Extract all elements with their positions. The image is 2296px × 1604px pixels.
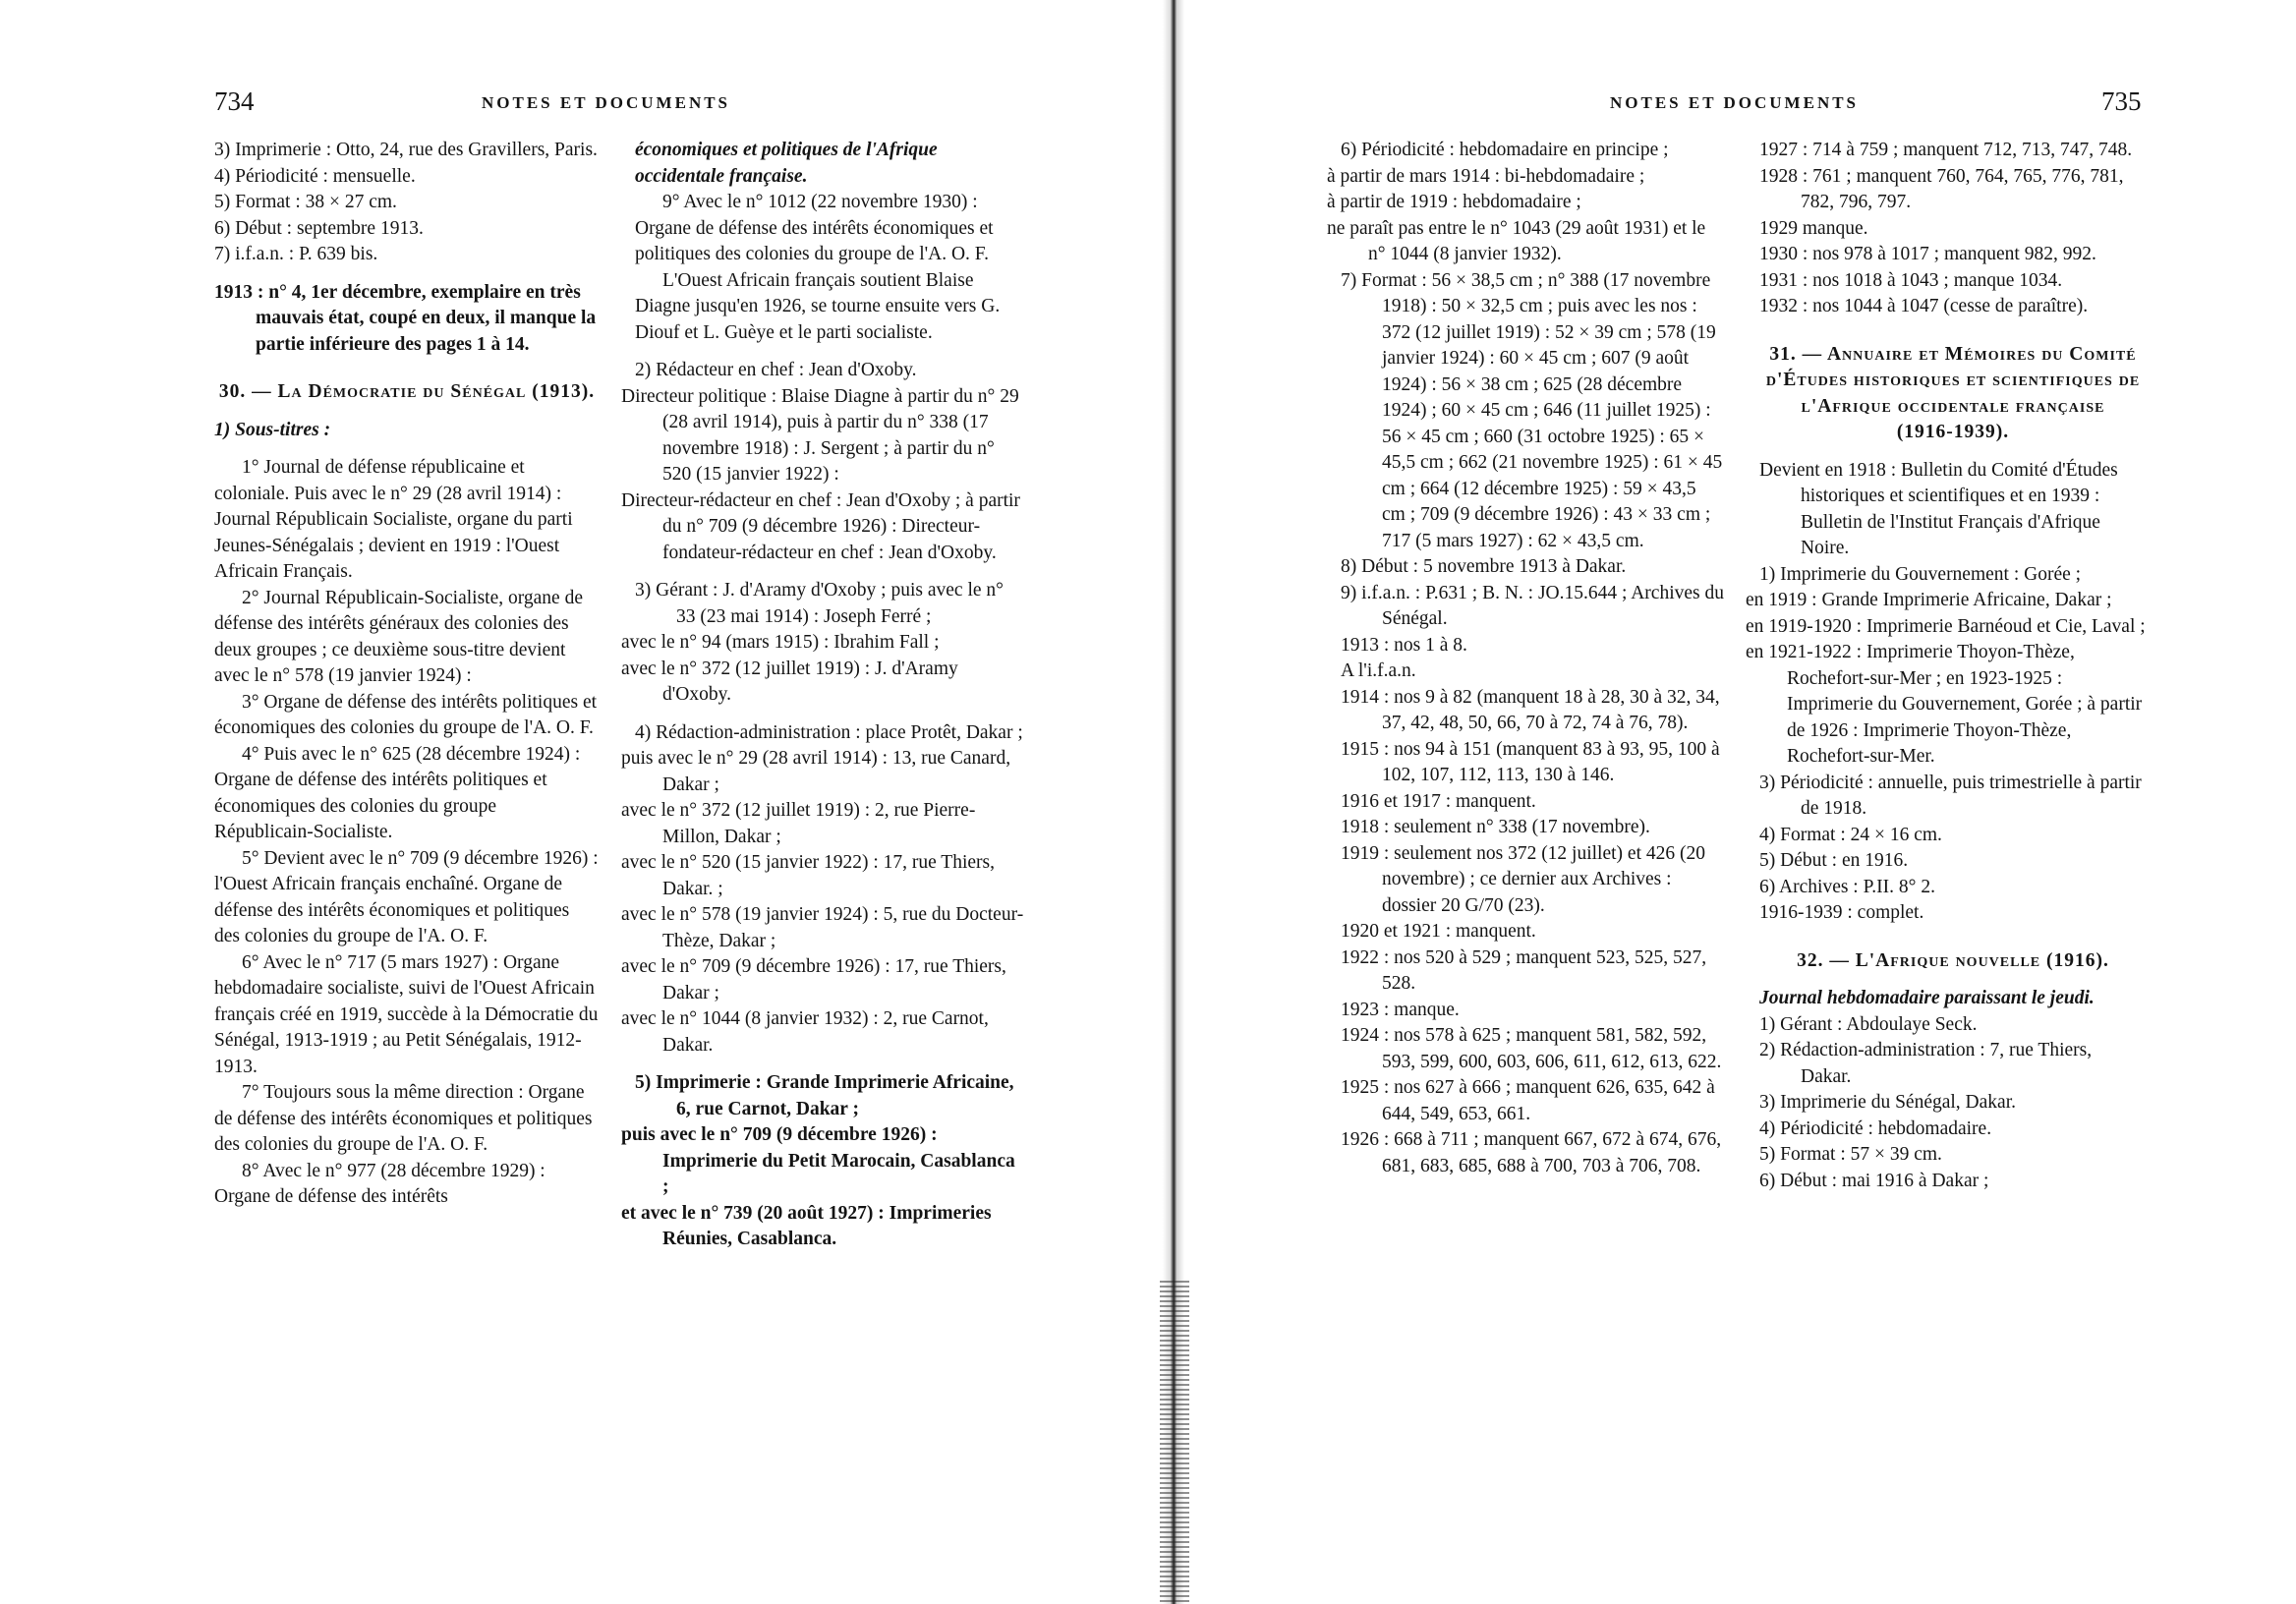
holdings-1925: 1925 : nos 627 à 666 ; manquent 626, 635, 642 à 644, 549, 653, 661.	[1341, 1077, 1715, 1124]
holdings-1920-1921: 1920 et 1921 : manquent.	[1341, 921, 1536, 942]
entry-imprimerie: 3) Imprimerie : Otto, 24, rue des Gravillers, Paris.	[214, 140, 598, 160]
holdings-1915: 1915 : nos 94 à 151 (manquent 83 à 93, 95, 100 à 102, 107, 112, 113, 130 à 146.	[1341, 738, 1720, 785]
entry-ifan: 7) i.f.a.n. : P. 639 bis.	[214, 244, 378, 264]
holdings-1926: 1926 : 668 à 711 ; manquent 667, 672 à 674, 676, 681, 683, 685, 688 à 700, 703 à 706, 708.	[1341, 1129, 1722, 1176]
left-column-1	[214, 138, 600, 1211]
entry-periodicite: 4) Périodicité : mensuelle.	[214, 165, 416, 187]
entry-ifan-9: 9) i.f.a.n. : P.631 ; B. N. : JO.15.644 ; Archives du Sénégal.	[1341, 582, 1724, 629]
entry-directeur-redacteur: Directeur-rédacteur en chef : Jean d'Oxoby ; à partir du n° 709 (9 décembre 1926) : Directeur-fondateur-rédacteur en chef : Jean d'Oxoby.	[621, 489, 1020, 563]
entry-directeur-politique: Directeur politique : Blaise Diagne à partir du n° 29 (28 avril 1914), puis à partir du n° 338 (17 novembre 1918) : J. Sergent ; à partir du n° 520 (15 janvier 1922) :	[621, 385, 1019, 485]
entry-periodicite-31: 3) Périodicité : annuelle, puis trimestrielle à partir de 1918.	[1759, 772, 2142, 819]
right-page	[1179, 0, 2296, 1604]
entry-format-31: 4) Format : 24 × 16 cm.	[1759, 824, 1942, 845]
holdings-1913-right: 1913 : nos 1 à 8.	[1341, 634, 1467, 656]
editorial-note: L'Ouest Africain français soutient Blaise Diagne jusqu'en 1926, se tourne ensuite vers G. Diouf et L. Guèye et le parti socialiste.	[635, 269, 1001, 343]
entry-redaction-1932: avec le n° 1044 (8 janvier 1932) : 2, rue Carnot, Dakar.	[621, 1008, 989, 1056]
subtitle-2: 2° Journal Républicain-Socialiste, organe de défense des intérêts généraux des colonies des deux groupes ; ce deuxième sous-titre devient avec le n° 578 (19 janvier 1924) :	[214, 587, 583, 686]
entry-redaction-1919: avec le n° 372 (12 juillet 1919) : 2, rue Pierre-Millon, Dakar ;	[621, 800, 976, 847]
holdings-1922: 1922 : nos 520 à 529 ; manquent 523, 525, 527, 528.	[1341, 946, 1707, 994]
entry-imprimerie-31-1919: en 1919 : Grande Imprimerie Africaine, Dakar ;	[1746, 590, 2112, 610]
entry-format: 5) Format : 38 × 27 cm.	[214, 192, 397, 212]
right-column-2	[1746, 138, 2147, 1194]
entry-gerant-1919: avec le n° 372 (12 juillet 1919) : J. d'Aramy d'Oxoby.	[621, 658, 958, 705]
entry-imprimerie-5: 5) Imprimerie : Grande Imprimerie Africaine, 6, rue Carnot, Dakar ;	[635, 1072, 1014, 1119]
page-number-right: 735	[2101, 86, 2142, 116]
holdings-1916-1917: 1916 et 1917 : manquent.	[1341, 790, 1536, 812]
section-heading-32: 32. — L'Afrique nouvelle (1916).	[1797, 949, 2109, 971]
subtitle-1: 1° Journal de défense républicaine et coloniale. Puis avec le n° 29 (28 avril 1914) : Journal Républicain Socialiste, organe du parti Jeunes-Sénégalais ; devient en 1919 : l'Ouest Africain Français.	[214, 457, 573, 582]
entry-imprimerie-1927: et avec le n° 739 (20 août 1927) : Imprimeries Réunies, Casablanca.	[621, 1202, 992, 1249]
entry-redaction-32: 2) Rédaction-administration : 7, rue Thiers, Dakar.	[1759, 1040, 2093, 1087]
subtitle-7: 7° Toujours sous la même direction : Organe de défense des intérêts économiques et politiques des colonies du groupe de l'A. O. F.	[214, 1082, 593, 1155]
entry-debut: 6) Début : septembre 1913.	[214, 217, 424, 239]
subtitle-8-cont: économiques et politiques de l'Afrique occidentale française.	[635, 140, 938, 187]
entry-periodicite-32: 4) Périodicité : hebdomadaire.	[1759, 1117, 1992, 1139]
holdings-1913: 1913 : n° 4, 1er décembre, exemplaire en très mauvais état, coupé en deux, il manque la partie inférieure des pages 1 à 14.	[214, 281, 597, 355]
entry-format-7: 7) Format : 56 × 38,5 cm ; n° 388 (17 novembre 1918) : 50 × 32,5 cm ; puis avec les nos : 372 (12 juillet 1919) : 52 × 39 cm ; 578 (19 janvier 1924) : 60 × 45 cm ; 607 (9 août 1924) : 56 × 38 cm ; 625 (28 décembre 1924) ; 60 × 45 cm ; 646 (11 juillet 1925) : 56 × 45 cm ; 660 (31 octobre 1925) : 65 × 45,5 cm ; 662 (21 novembre 1925) : 61 × 45 cm ; 664 (12 décembre 1925) : 59 × 43,5 cm ; 709 (9 décembre 1926) : 43 × 33 cm ; 717 (5 mars 1927) : 62 × 43,5 cm.	[1341, 269, 1723, 551]
entry-gerant-1915: avec le n° 94 (mars 1915) : Ibrahim Fall ;	[621, 632, 940, 653]
running-head-right: NOTES ET DOCUMENTS	[1610, 93, 1860, 112]
entry-debut-32: 6) Début : mai 1916 à Dakar ;	[1759, 1170, 1989, 1191]
entry-redaction-1924: avec le n° 578 (19 janvier 1924) : 5, rue du Docteur-Thèze, Dakar ;	[621, 904, 1024, 951]
entry-debut-31: 5) Début : en 1916.	[1759, 850, 1909, 871]
left-column-2	[621, 138, 1024, 1253]
subtitle-3: 3° Organe de défense des intérêts politiques et économiques des colonies du groupe de l'A. O. F.	[214, 691, 598, 738]
holdings-1919: 1919 : seulement nos 372 (12 juillet) et 426 (20 novembre) ; ce dernier aux Archives : dossier 20 G/70 (23).	[1341, 842, 1705, 916]
holdings-1927: 1927 : 714 à 759 ; manquent 712, 713, 747, 748.	[1759, 140, 2133, 160]
holdings-1928: 1928 : 761 ; manquent 760, 764, 765, 776, 781, 782, 796, 797.	[1759, 165, 2124, 212]
entry-imprimerie-31-1920: en 1919-1920 : Imprimerie Barnéoud et Cie, Laval ;	[1746, 615, 2146, 637]
section-heading-31-dates: (1916-1939).	[1896, 422, 2010, 442]
page-number-left: 734	[214, 86, 255, 116]
entry-redacteur: 2) Rédacteur en chef : Jean d'Oxoby.	[635, 360, 917, 380]
entry-archives-31: 6) Archives : P.II. 8° 2.	[1759, 876, 1935, 897]
holdings-1923: 1923 : manque.	[1341, 999, 1460, 1020]
entry-imprimerie-31-1922: en 1921-1922 : Imprimerie Thoyon-Thèze, Rochefort-sur-Mer ; en 1923-1925 : Imprimerie du Gouvernement, Gorée ; à partir de 1926 : Imprimerie Thoyon-Thèze, Rochefort-sur-Mer.	[1746, 642, 2143, 767]
subtitle-6: 6° Avec le n° 717 (5 mars 1927) : Organe hebdomadaire socialiste, suivi de l'Ouest Africain français créé en 1919, succède à la Démocratie du Sénégal, 1913-1919 ; au Petit Sénégalais, 1912-1913.	[214, 951, 599, 1077]
holdings-1929: 1929 manque.	[1759, 217, 1868, 239]
entry-imprimerie-31: 1) Imprimerie du Gouvernement : Gorée ;	[1759, 563, 2082, 585]
entry-redaction-1914: puis avec le n° 29 (28 avril 1914) : 13, rue Canard, Dakar ;	[621, 748, 1011, 795]
entry-redaction-1926: avec le n° 709 (9 décembre 1926) : 17, rue Thiers, Dakar ;	[621, 956, 1006, 1003]
entry-periodicite-gap: ne paraît pas entre le n° 1043 (29 août 1931) et le n° 1044 (8 janvier 1932).	[1327, 217, 1706, 264]
subtitle-9: 9° Avec le n° 1012 (22 novembre 1930) : Organe de défense des intérêts économiques et politiques des colonies du groupe de l'A. O. F.	[635, 192, 994, 264]
entry-devient: Devient en 1918 : Bulletin du Comité d'Études historiques et scientifiques et en 1939 : Bulletin de l'Institut Français d'Afrique Noire.	[1759, 459, 2118, 558]
holdings-1924: 1924 : nos 578 à 625 ; manquent 581, 582, 592, 593, 599, 600, 603, 606, 611, 612, 613, 622.	[1341, 1025, 1722, 1072]
subtitle-5: 5° Devient avec le n° 709 (9 décembre 1926) : l'Ouest Africain français enchaîné. Organe de défense des intérêts économiques et politiques des colonies du groupe de l'A. O. F.	[214, 847, 599, 946]
holdings-1918: 1918 : seulement n° 338 (17 novembre).	[1341, 817, 1650, 837]
entry-gerant-32: 1) Gérant : Abdoulaye Seck.	[1759, 1013, 1978, 1035]
subtitles-label: 1) Sous-titres :	[214, 419, 331, 440]
entry-redaction-1922: avec le n° 520 (15 janvier 1922) : 17, rue Thiers, Dakar. ;	[621, 852, 995, 899]
entry-periodicite-6: 6) Périodicité : hebdomadaire en principe ;	[1341, 140, 1669, 160]
entry-periodicite-1919: à partir de 1919 : hebdomadaire ;	[1327, 192, 1581, 212]
holdings-ifan-label: A l'i.f.a.n.	[1341, 660, 1416, 681]
holdings-1916-1939: 1916-1939 : complet.	[1759, 902, 1924, 923]
entry-debut-8: 8) Début : 5 novembre 1913 à Dakar.	[1341, 556, 1627, 577]
right-column-1	[1327, 138, 1724, 1179]
entry-periodicite-1914: à partir de mars 1914 : bi-hebdomadaire ;	[1327, 165, 1645, 187]
entry-redaction: 4) Rédaction-administration : place Protêt, Dakar ;	[635, 721, 1023, 743]
entry-imprimerie-32: 3) Imprimerie du Sénégal, Dakar.	[1759, 1092, 2016, 1113]
holdings-1930: 1930 : nos 978 à 1017 ; manquent 982, 992.	[1759, 244, 2096, 264]
section-heading-31: 31. — Annuaire et Mémoires du Comité d'Études historiques et scientifiques de l'Afrique occidentale française	[1765, 343, 2141, 417]
entry-format-32: 5) Format : 57 × 39 cm.	[1759, 1144, 1942, 1165]
subtitle-8: 8° Avec le n° 977 (28 décembre 1929) : Organe de défense des intérêts	[214, 1160, 545, 1207]
entry-description-32: Journal hebdomadaire paraissant le jeudi.	[1759, 988, 2095, 1008]
entry-imprimerie-1926: puis avec le n° 709 (9 décembre 1926) : Imprimerie du Petit Marocain, Casablanca ;	[621, 1124, 1015, 1197]
section-heading-30: 30. — La Démocratie du Sénégal (1913).	[218, 381, 596, 402]
running-head-left: NOTES ET DOCUMENTS	[482, 93, 731, 112]
holdings-1932: 1932 : nos 1044 à 1047 (cesse de paraître).	[1759, 296, 2089, 316]
entry-gerant: 3) Gérant : J. d'Aramy d'Oxoby ; puis avec le n° 33 (23 mai 1914) : Joseph Ferré ;	[635, 580, 1004, 627]
holdings-1931: 1931 : nos 1018 à 1043 ; manque 1034.	[1759, 269, 2063, 291]
holdings-1914: 1914 : nos 9 à 82 (manquent 18 à 28, 30 à 32, 34, 37, 42, 48, 50, 66, 70 à 72, 74 à 76, 78).	[1341, 686, 1720, 733]
subtitle-4: 4° Puis avec le n° 625 (28 décembre 1924) : Organe de défense des intérêts politiques et économiques des colonies du groupe Républicain-Socialiste.	[214, 743, 581, 842]
